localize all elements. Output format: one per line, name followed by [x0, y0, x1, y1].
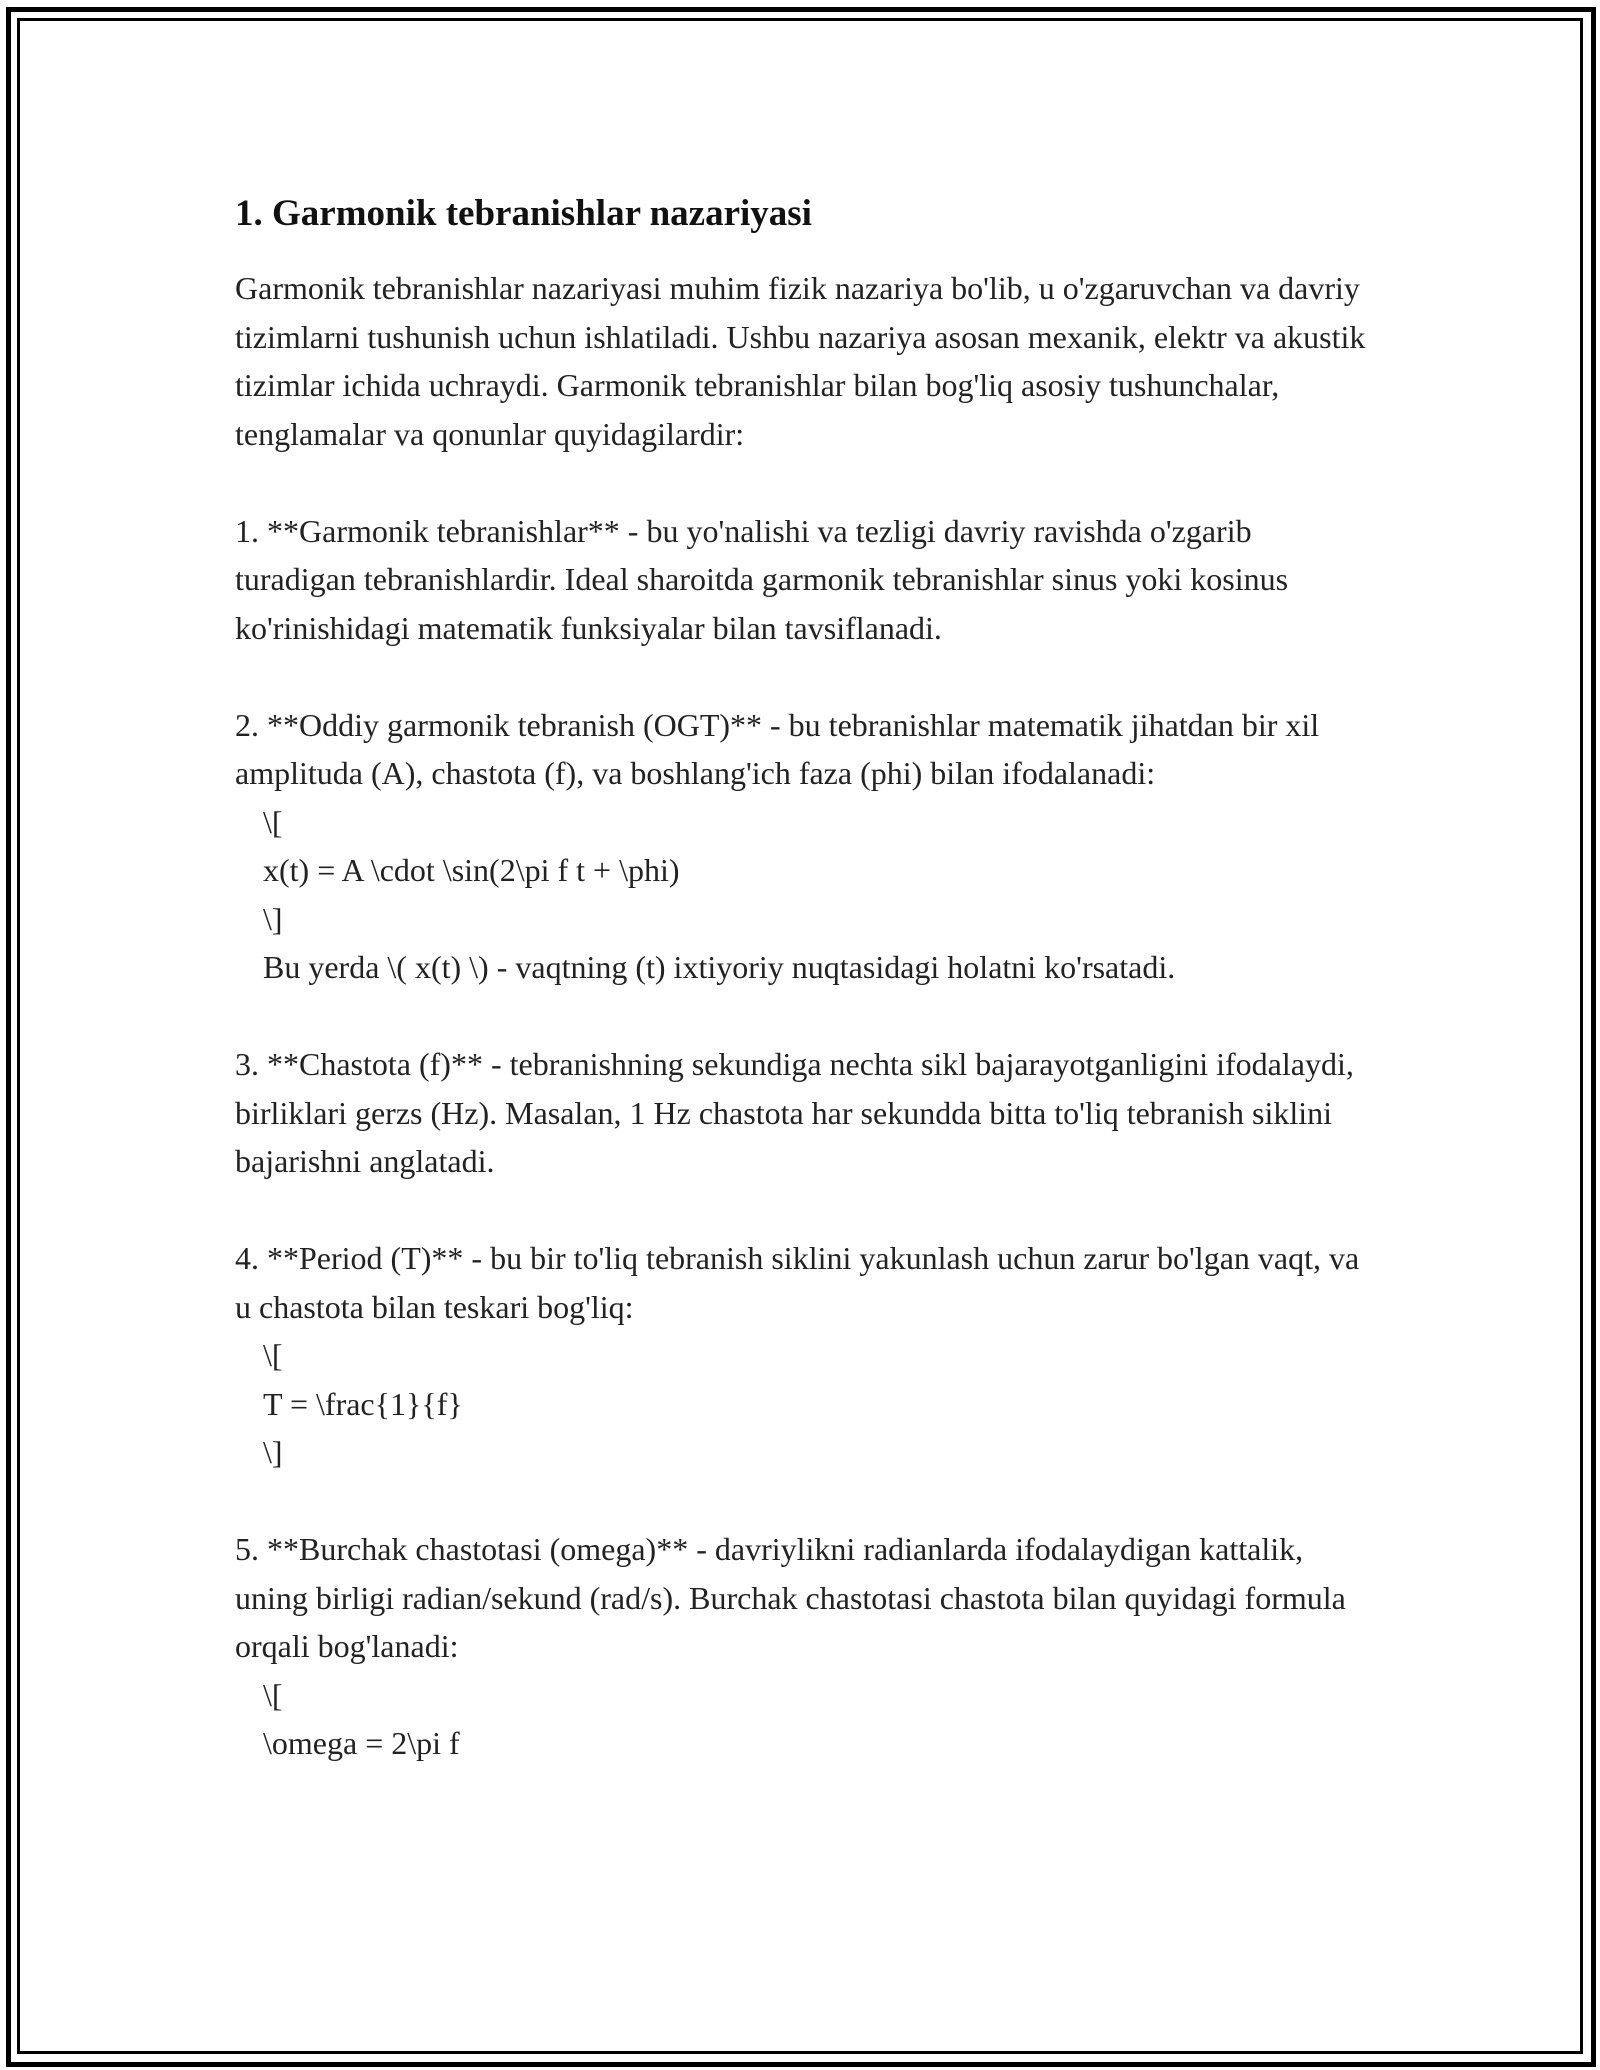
list-item-4: 4. **Period (T)** - bu bir to'liq tebranish siklini yakunlash uchun zarur bo'lgan vaqt, va u chastota bilan teskari bog'liq: [235, 1240, 1360, 1325]
formula-open-delimiter: \[ [263, 1676, 283, 1713]
formula-close-delimiter: \] [263, 900, 283, 937]
document-body [235, 186, 1375, 1768]
formula-equation: T = \frac{1}{f} [263, 1385, 463, 1422]
list-item-5: 5. **Burchak chastotasi (omega)** - davriylikni radianlarda ifodalaydigan kattalik, uning birligi radian/sekund (rad/s). Burchak chastotasi chastota bilan quyidagi formula orqali bog'lanadi: [235, 1531, 1346, 1664]
formula-close-delimiter: \] [263, 1434, 283, 1470]
formula-equation: \omega = 2\pi f [263, 1725, 460, 1761]
formula-open-delimiter: \[ [263, 803, 283, 840]
paragraph-spacer [235, 992, 1375, 1041]
paragraph-spacer [235, 1477, 1375, 1526]
formula-equation: x(t) = A \cdot \sin(2\pi f t + \phi) [263, 852, 680, 888]
paragraph-spacer [235, 1186, 1375, 1235]
paragraph-spacer [235, 652, 1375, 701]
formula-open-delimiter: \[ [263, 1337, 283, 1373]
list-item-1: 1. **Garmonik tebranishlar** - bu yo'nalishi va tezligi davriy ravishda o'zgarib turadigan tebranishlardir. Ideal sharoitda garmonik tebranishlar sinus yoki kosinus ko'rinishidagi matematik funksiyalar bilan tavsiflanadi. [235, 512, 1289, 646]
section-heading: 1. Garmonik tebranishlar nazariyasi [235, 193, 812, 234]
formula-note: Bu yerda \( x(t) \) - vaqtning (t) ixtiyoriy nuqtasidagi holatni ko'rsatadi. [263, 949, 1176, 985]
list-item-2: 2. **Oddiy garmonik tebranish (OGT)** - bu tebranishlar matematik jihatdan bir xil amplituda (A), chastota (f), va boshlang'ich faza (phi) bilan ifodalanadi: [235, 706, 1320, 791]
list-item-3: 3. **Chastota (f)** - tebranishning sekundiga nechta sikl bajarayotganligini ifodalaydi, birliklari gerzs (Hz). Masalan, 1 Hz chastota har sekundda bitta to'liq tebranish siklini bajarishni anglatadi. [235, 1046, 1354, 1179]
paragraph-spacer [235, 458, 1375, 507]
intro-paragraph: Garmonik tebranishlar nazariyasi muhim fizik nazariya bo'lib, u o'zgaruvchan va davriy tizimlarni tushunish uchun ishlatiladi. Ushbu nazariya asosan mexanik, elektr va akustik tizimlar ichida uchraydi. Garmonik tebranishlar bilan bog'liq asosiy tushunchalar, tenglamalar va qonunlar quyidagilardir: [235, 270, 1366, 452]
